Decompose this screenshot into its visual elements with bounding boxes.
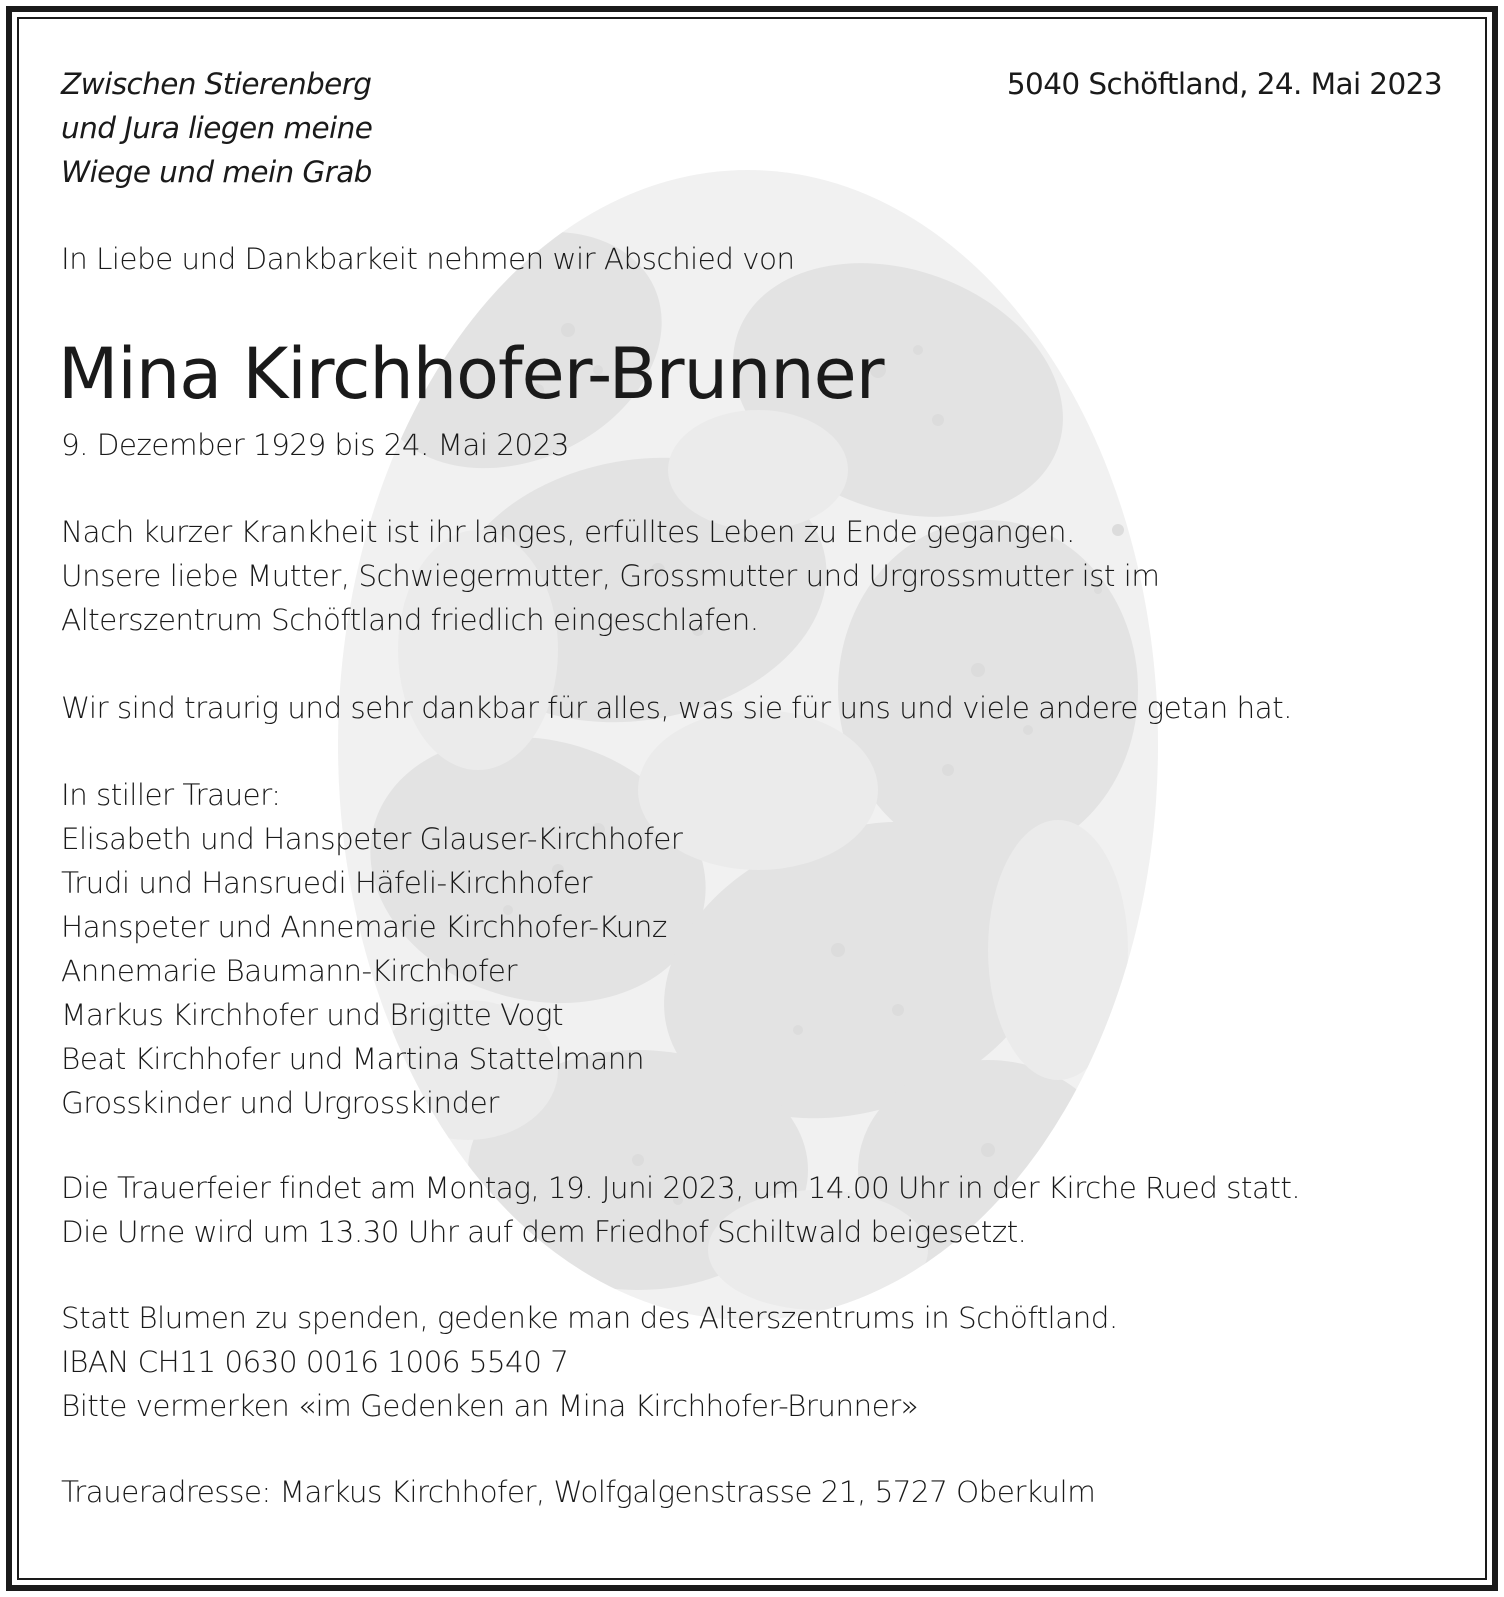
paragraph-line: Nach kurzer Krankheit ist ihr langes, erfülltes Leben zu Ende gegangen. [61,515,1075,549]
deceased-name: Mina Kirchhofer-Brunner [58,333,884,415]
ceremony-info [61,1166,1300,1254]
mourner-name: Grosskinder und Urgrosskinder [61,1086,499,1120]
paragraph-gratitude: Wir sind traurig und sehr dankbar für alles, was sie für uns und viele andere getan hat. [61,691,1292,725]
mourner-name: Beat Kirchhofer und Martina Stattelmann [61,1042,644,1076]
mourner-name: Trudi und Hansruedi Häfeli-Kirchhofer [61,866,592,900]
donation-line: Statt Blumen zu spenden, gedenke man des Alterszentrums in Schöftland. [61,1301,1118,1335]
life-dates: 9. Dezember 1929 bis 24. Mai 2023 [61,428,569,462]
ceremony-line: Die Trauerfeier findet am Montag, 19. Juni 2023, um 14.00 Uhr in der Kirche Rued statt. [61,1171,1301,1205]
paragraph-illness [61,510,1159,642]
mourning-address: Traueradresse: Markus Kirchhofer, Wolfgalgenstrasse 21, 5727 Oberkulm [61,1475,1096,1509]
motto-line: Zwischen Stierenberg [61,67,372,101]
mourners-list [61,773,682,1125]
intro-line: In Liebe und Dankbarkeit nehmen wir Abschied von [61,242,795,276]
mourner-name: Annemarie Baumann-Kirchhofer [61,954,517,988]
motto-line: Wiege und mein Grab [61,155,372,189]
mourner-name: Markus Kirchhofer und Brigitte Vogt [61,998,563,1032]
paragraph-line: Unsere liebe Mutter, Schwiegermutter, Grossmutter und Urgrossmutter ist im [61,559,1160,593]
mourners-heading: In stiller Trauer: [61,778,281,812]
donation-line: Bitte vermerken «im Gedenken an Mina Kirchhofer-Brunner» [61,1389,919,1423]
paragraph-line: Alterszentrum Schöftland friedlich eingeschlafen. [61,603,759,637]
motto-verse [61,62,372,194]
ceremony-line: Die Urne wird um 13.30 Uhr auf dem Friedhof Schiltwald beigesetzt. [61,1215,1027,1249]
mourner-name: Elisabeth und Hanspeter Glauser-Kirchhofer [61,822,683,856]
place-date: 5040 Schöftland, 24. Mai 2023 [1006,67,1442,101]
donation-info [61,1296,1118,1428]
iban: IBAN CH11 0630 0016 1006 5540 7 [61,1345,569,1379]
motto-line: und Jura liegen meine [61,111,373,145]
mourner-name: Hanspeter und Annemarie Kirchhofer-Kunz [61,910,667,944]
